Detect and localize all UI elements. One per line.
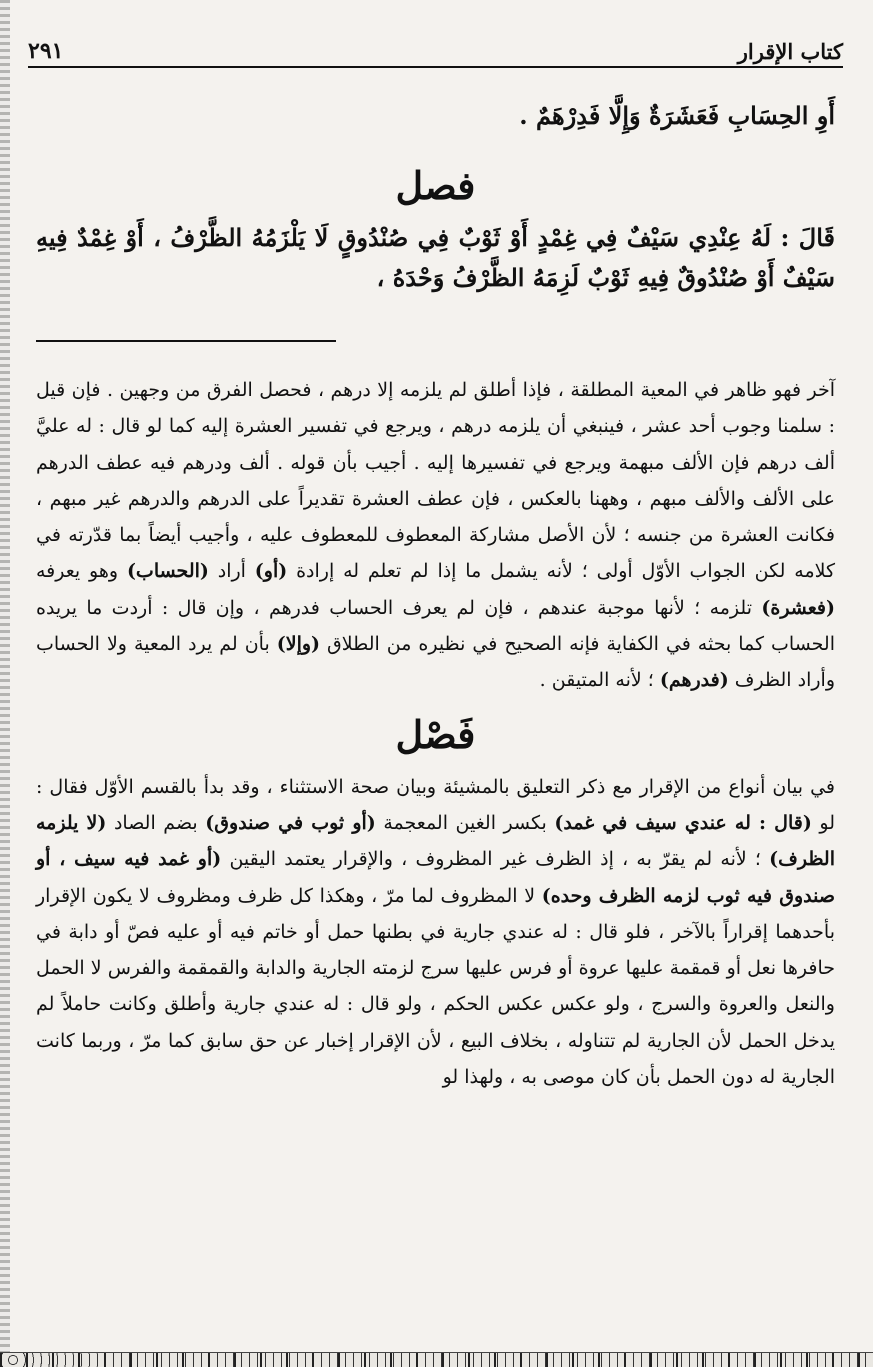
page-header (28, 36, 843, 68)
matn-top-line: أَوِ الحِسَابِ فَعَشَرَةٌ وَإِلَّا فَدِرْهَمٌ . (519, 101, 835, 130)
page-content (36, 96, 835, 1095)
page-number: ٢٩١ (28, 38, 64, 64)
decorative-bottom-border (0, 1352, 873, 1367)
scan-left-edge (0, 0, 10, 1367)
running-title: كتاب الإقرار (737, 39, 843, 64)
matn-fasl-text: قَالَ : لَهُ عِنْدِي سَيْفٌ فِي غِمْدٍ أَوْ ثَوْبٌ فِي صُنْدُوقٍ لَا يَلْزَمُهُ الظَّرْفُ ، أَوْ غِمْدٌ فِيهِ سَيْفٌ أَوْ صُنْدُوقٌ فِيهِ ثَوْبٌ لَزِمَهُ الظَّرْفُ وَحْدَهُ ، (36, 223, 835, 292)
commentary-paragraph-1: آخر فهو ظاهر في المعية المطلقة ، فإذا أطلق لم يلزمه إلا درهم ، فحصل الفرق من وجهين . فإن قيل : سلمنا وجوب أحد عشر ، فينبغي أن يلزمه درهم ، ويرجع في تفسير العشرة إليه كما لو قال : له عليَّ ألف درهم فإن الألف مبهمة ويرجع في تفسيرها إليه . أجيب بأن قوله . ألف ودرهم فيه عطف الدرهم على الألف والألف مبهم ، وههنا بالعكس ، فإن عطف العشرة تقديراً على الدرهم والدرهم غير مبهم ، فكانت العشرة من جنسه ؛ لأن الأصل مشاركة المعطوف للمعطوف عليه ، وأجيب أيضاً بما قدّرته في كلامه لكن الجواب الأوّل أولى ؛ لأنه يشمل ما إذا لم تعلم له إرادة (أو) أراد (الحساب) وهو يعرفه (فعشرة) تلزمه ؛ لأنها موجبة عندهم ، فإن لم يعرف الحساب فدرهم ، وإن قال : أردت ما يريده الحساب كما بحثه في الكفاية فإنه الصحيح في نظيره من الطلاق (وإلا) بأن لم يرد المعية ولا الحساب وأراد الظرف (فدرهم) ؛ لأنه المتيقن . (36, 379, 836, 692)
section-heading-fasl-1: فصل (395, 163, 476, 208)
commentary-paragraph-2: في بيان أنواع من الإقرار مع ذكر التعليق بالمشيئة وبيان صحة الاستثناء ، وقد بدأ بالقسم الأوّل فقال : لو (قال : له عندي سيف في غمد) بكسر الغين المعجمة (أو ثوب في صندوق) بضم الصاد (لا يلزمه الظرف) ؛ لأنه لم يقرّ به ، إذ الظرف غير المظروف ، والإقرار يعتمد اليقين (أو غمد فيه سيف ، أو صندوق فيه ثوب لزمه الظرف وحده) لا المظروف لما مرّ ، وهكذا كل ظرف ومظروف لا يكون الإقرار بأحدهما إقراراً بالآخر ، فلو قال : له عندي جارية في بطنها حمل أو خاتم فيه أو عليه فصّ أو دابة في حافرها نعل أو قمقمة عليها عروة أو فرس عليها سرج لزمته الجارية والدابة والقمقمة والفرس لا الحمل والنعل والعروة والسرج ، ولو عكس عكس الحكم ، ولو قال : له عندي جارية وأطلق وكانت حاملاً لم يدخل الحمل لأن الجارية لم تتناوله ، بخلاف البيع ، لأن الإقرار إخبار عن حق سابق كما مرّ ، وربما كانت الجارية له دون الحمل بأن كان موصى به ، ولهذا لو (36, 775, 835, 1089)
footnote-divider (36, 340, 336, 342)
section-heading-fasl-2: فَصْل (395, 711, 476, 757)
